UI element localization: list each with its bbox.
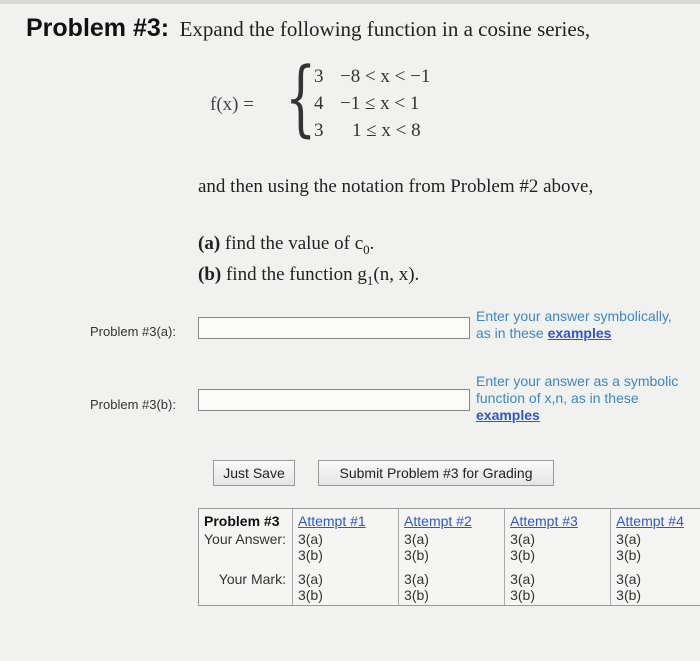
answer-a-label: Problem #3(a): — [90, 324, 176, 339]
part-b-text — [198, 264, 419, 289]
answer-a-input[interactable] — [198, 317, 470, 339]
hint-line: Enter your answer symbolically, — [476, 308, 672, 324]
answer-b-label: Problem #3(b): — [90, 397, 176, 412]
answer-cell: 3(a) 3(b) — [399, 531, 505, 563]
spacer-cell — [199, 563, 293, 571]
problem-title: Problem #3: — [26, 14, 170, 42]
examples-link[interactable]: examples — [476, 407, 540, 423]
submit-grading-button[interactable]: Submit Problem #3 for Grading — [318, 460, 554, 486]
answer-a-hint — [476, 308, 672, 342]
problem-header — [26, 14, 590, 43]
function-case — [314, 120, 421, 142]
case-condition: −1 ≤ x < 1 — [340, 93, 420, 114]
top-frame-border — [0, 0, 700, 4]
table-row — [199, 509, 700, 532]
table-row — [199, 563, 700, 571]
part-b-body: find the function g — [225, 264, 367, 285]
part-b-tag: (b) — [198, 264, 222, 285]
table-row — [199, 571, 700, 606]
part-a-tag: (a) — [198, 233, 221, 254]
part-a-end: . — [369, 233, 375, 254]
table-row — [199, 531, 700, 563]
function-lhs: f(x) = — [210, 94, 254, 115]
mark-cell: 3(a) 3(b) — [505, 571, 611, 606]
part-a-text — [198, 233, 374, 258]
case-value: 4 — [314, 93, 324, 114]
hint-line — [476, 325, 672, 342]
answer-cell: 3(a) 3(b) — [292, 531, 398, 563]
case-value: 3 — [314, 66, 324, 87]
spacer-cell — [611, 563, 700, 571]
function-case — [314, 93, 419, 115]
followup-text: and then using the notation from Problem #2 above, — [198, 176, 594, 197]
spacer-cell — [505, 563, 611, 571]
attempt-header[interactable]: Attempt #1 — [292, 509, 398, 532]
hint-line: function of x,n, as in these — [476, 390, 639, 406]
answer-cell: 3(a) 3(b) — [611, 531, 700, 563]
examples-link[interactable]: examples — [547, 325, 612, 341]
case-condition: 1 ≤ x < 8 — [352, 120, 421, 141]
hint-line-text: as in these — [476, 325, 548, 341]
your-mark-label: Your Mark: — [199, 571, 293, 606]
attempt-header[interactable]: Attempt #3 — [505, 509, 611, 532]
function-case — [314, 66, 430, 88]
attempt-header[interactable]: Attempt #4 — [611, 509, 700, 532]
part-b-subscript: 1 — [366, 272, 374, 288]
just-save-button[interactable]: Just Save — [213, 460, 295, 486]
your-answer-label: Your Answer: — [199, 531, 293, 563]
part-a-body: find the value of c — [224, 233, 364, 254]
left-brace-icon: { — [285, 51, 317, 146]
hint-line — [476, 407, 678, 424]
problem-label-cell: Problem #3 — [199, 509, 293, 532]
answer-cell: 3(a) 3(b) — [505, 531, 611, 563]
mark-cell: 3(a) 3(b) — [292, 571, 398, 606]
case-condition: −8 < x < −1 — [340, 66, 431, 87]
answer-b-input[interactable] — [198, 389, 470, 411]
mark-cell: 3(a) 3(b) — [399, 571, 505, 606]
case-value: 3 — [314, 120, 324, 141]
attempts-table — [198, 508, 700, 606]
part-b-end: (n, x). — [373, 264, 420, 285]
part-a-subscript: 0 — [363, 241, 370, 257]
answer-b-hint — [476, 373, 678, 424]
mark-cell: 3(a) 3(b) — [611, 571, 700, 606]
problem-instruction: Expand the following function in a cosine series, — [179, 17, 591, 41]
hint-line: Enter your answer as a symbolic — [476, 373, 679, 389]
attempt-header[interactable]: Attempt #2 — [399, 509, 505, 532]
spacer-cell — [399, 563, 505, 571]
piecewise-function — [210, 51, 510, 146]
spacer-cell — [292, 563, 398, 571]
